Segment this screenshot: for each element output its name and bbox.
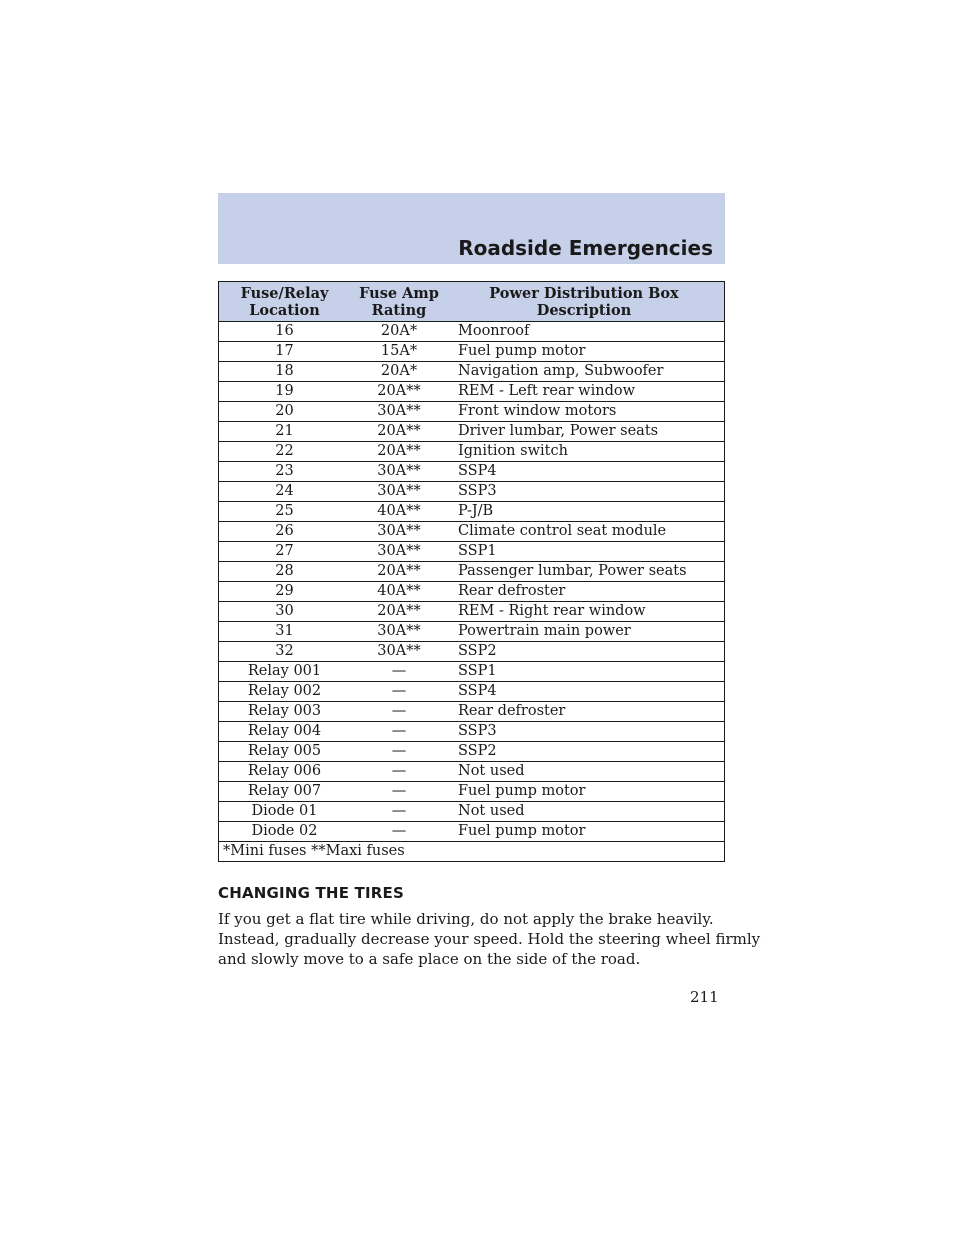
cell-amp-rating: — — [350, 802, 448, 822]
cell-location: Relay 003 — [219, 702, 351, 722]
cell-location: 28 — [219, 562, 351, 582]
column-header-text: Description — [536, 302, 632, 319]
cell-amp-rating: 20A* — [350, 362, 448, 382]
table-row — [219, 702, 725, 722]
cell-location: Diode 01 — [219, 802, 351, 822]
section-header-band — [218, 193, 725, 264]
table-row — [219, 742, 725, 762]
table-row — [219, 682, 725, 702]
cell-amp-rating: — — [350, 682, 448, 702]
table-footnote-row — [219, 842, 725, 862]
cell-amp-rating: 40A** — [350, 582, 448, 602]
table-row — [219, 562, 725, 582]
cell-amp-rating: 20A** — [350, 602, 448, 622]
cell-description: Front window motors — [448, 402, 725, 422]
cell-amp-rating: 20A** — [350, 442, 448, 462]
table-row — [219, 782, 725, 802]
column-header-text: Location — [249, 302, 320, 319]
cell-amp-rating: — — [350, 702, 448, 722]
cell-amp-rating: 30A** — [350, 622, 448, 642]
cell-location: Relay 001 — [219, 662, 351, 682]
body-paragraph — [218, 909, 761, 969]
table-row — [219, 522, 725, 542]
cell-location: 20 — [219, 402, 351, 422]
cell-description: SSP2 — [448, 642, 725, 662]
cell-location: 27 — [219, 542, 351, 562]
section-heading: CHANGING THE TIRES — [218, 884, 404, 902]
fuse-table — [218, 281, 725, 862]
cell-amp-rating: 30A** — [350, 642, 448, 662]
cell-location: Diode 02 — [219, 822, 351, 842]
table-row — [219, 402, 725, 422]
cell-amp-rating: — — [350, 822, 448, 842]
cell-location: Relay 002 — [219, 682, 351, 702]
table-row — [219, 322, 725, 342]
cell-location: 22 — [219, 442, 351, 462]
cell-location: Relay 006 — [219, 762, 351, 782]
cell-description: SSP4 — [448, 462, 725, 482]
cell-description: Climate control seat module — [448, 522, 725, 542]
cell-description: Fuel pump motor — [448, 822, 725, 842]
cell-description: P-J/B — [448, 502, 725, 522]
table-row — [219, 642, 725, 662]
cell-description: REM - Left rear window — [448, 382, 725, 402]
body-line: and slowly move to a safe place on the side of the road. — [218, 950, 641, 968]
cell-amp-rating: 30A** — [350, 542, 448, 562]
table-row — [219, 582, 725, 602]
cell-description: SSP2 — [448, 742, 725, 762]
body-line: Instead, gradually decrease your speed. Hold the steering wheel firmly — [218, 930, 761, 948]
table-row — [219, 602, 725, 622]
cell-description: Fuel pump motor — [448, 782, 725, 802]
column-header-text: Fuse Amp — [359, 285, 439, 302]
cell-description: Passenger lumbar, Power seats — [448, 562, 725, 582]
cell-location: 29 — [219, 582, 351, 602]
cell-location: 31 — [219, 622, 351, 642]
body-line: If you get a flat tire while driving, do not apply the brake heavily. — [218, 910, 714, 928]
cell-amp-rating: 30A** — [350, 482, 448, 502]
column-header-amp-rating — [350, 282, 448, 322]
cell-description: SSP3 — [448, 722, 725, 742]
cell-description: SSP3 — [448, 482, 725, 502]
column-header-text: Power Distribution Box — [489, 285, 679, 302]
column-header-location — [219, 282, 351, 322]
cell-amp-rating: — — [350, 662, 448, 682]
cell-location: 23 — [219, 462, 351, 482]
cell-amp-rating: 40A** — [350, 502, 448, 522]
page-number: 211 — [690, 988, 719, 1006]
cell-location: 25 — [219, 502, 351, 522]
table-row — [219, 542, 725, 562]
cell-description: Moonroof — [448, 322, 725, 342]
cell-description: Fuel pump motor — [448, 342, 725, 362]
table-row — [219, 442, 725, 462]
cell-description: Not used — [448, 762, 725, 782]
table-footnote: *Mini fuses **Maxi fuses — [219, 842, 725, 862]
cell-amp-rating: — — [350, 782, 448, 802]
table-row — [219, 482, 725, 502]
cell-location: 24 — [219, 482, 351, 502]
cell-description: Powertrain main power — [448, 622, 725, 642]
cell-amp-rating: 30A** — [350, 522, 448, 542]
table-row — [219, 802, 725, 822]
cell-location: 16 — [219, 322, 351, 342]
table-row — [219, 462, 725, 482]
cell-amp-rating: 20A** — [350, 562, 448, 582]
cell-location: 21 — [219, 422, 351, 442]
cell-description: Rear defroster — [448, 702, 725, 722]
section-title: Roadside Emergencies — [458, 236, 713, 260]
cell-amp-rating: 30A** — [350, 462, 448, 482]
table-row — [219, 762, 725, 782]
table-row — [219, 362, 725, 382]
cell-description: Driver lumbar, Power seats — [448, 422, 725, 442]
cell-description: SSP4 — [448, 682, 725, 702]
cell-location: Relay 005 — [219, 742, 351, 762]
cell-description: SSP1 — [448, 542, 725, 562]
table-row — [219, 822, 725, 842]
cell-location: Relay 007 — [219, 782, 351, 802]
cell-location: 19 — [219, 382, 351, 402]
table-header-row — [219, 282, 725, 322]
cell-description: Ignition switch — [448, 442, 725, 462]
cell-description: Rear defroster — [448, 582, 725, 602]
column-header-text: Rating — [371, 302, 427, 319]
cell-amp-rating: 15A* — [350, 342, 448, 362]
cell-description: REM - Right rear window — [448, 602, 725, 622]
cell-location: 17 — [219, 342, 351, 362]
cell-location: 30 — [219, 602, 351, 622]
cell-location: 32 — [219, 642, 351, 662]
cell-amp-rating: 20A** — [350, 422, 448, 442]
column-header-text: Fuse/Relay — [240, 285, 329, 302]
cell-description: Navigation amp, Subwoofer — [448, 362, 725, 382]
cell-amp-rating: — — [350, 762, 448, 782]
cell-location: Relay 004 — [219, 722, 351, 742]
column-header-description — [448, 282, 725, 322]
cell-amp-rating: 20A* — [350, 322, 448, 342]
table-row — [219, 622, 725, 642]
cell-location: 26 — [219, 522, 351, 542]
cell-description: Not used — [448, 802, 725, 822]
table-row — [219, 422, 725, 442]
table-row — [219, 342, 725, 362]
cell-location: 18 — [219, 362, 351, 382]
table-row — [219, 502, 725, 522]
cell-description: SSP1 — [448, 662, 725, 682]
table-row — [219, 382, 725, 402]
cell-amp-rating: 20A** — [350, 382, 448, 402]
cell-amp-rating: — — [350, 722, 448, 742]
cell-amp-rating: — — [350, 742, 448, 762]
table-row — [219, 722, 725, 742]
table-row — [219, 662, 725, 682]
cell-amp-rating: 30A** — [350, 402, 448, 422]
